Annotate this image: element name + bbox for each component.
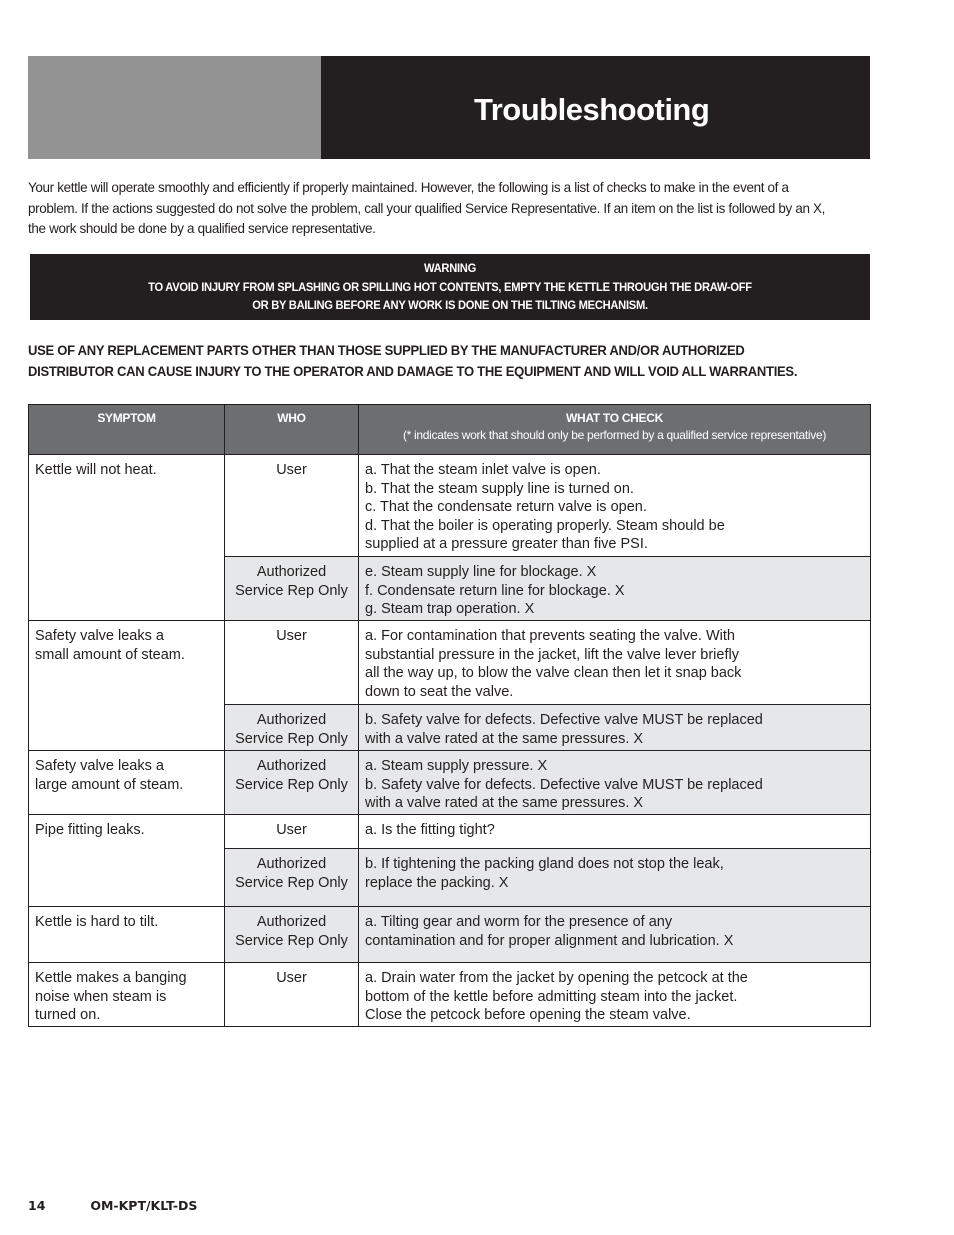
check-cell xyxy=(359,705,871,751)
check-text: b. Safety valve for defects. Defective valve MUST be replaced xyxy=(365,776,763,793)
symptom-text: Kettle is hard to tilt. xyxy=(35,914,159,930)
check-text: e. Steam supply line for blockage. X xyxy=(365,564,597,580)
symptom-text: noise when steam is xyxy=(35,988,167,1005)
who-text: Service Rep Only xyxy=(235,776,348,793)
who-text: Service Rep Only xyxy=(235,730,348,747)
check-text: bottom of the kettle before admitting steam into the jacket. xyxy=(365,988,738,1005)
check-text: supplied at a pressure greater than five PSI. xyxy=(365,536,648,553)
check-text: a. Steam supply pressure. X xyxy=(365,758,548,774)
check-text: d. That the boiler is operating properly. Steam should be xyxy=(365,517,725,534)
banner-dark-block xyxy=(321,56,870,159)
table-row xyxy=(29,963,871,1027)
check-text: a. Tilting gear and worm for the presence of any xyxy=(365,914,673,930)
title-banner xyxy=(28,56,870,159)
check-text: a. For contamination that prevents seating the valve. With xyxy=(365,628,735,644)
check-text: replace the packing. X xyxy=(365,874,509,891)
symptom-cell xyxy=(29,751,225,815)
intro-paragraph: Your kettle will operate smoothly and efficiently if properly maintained. However, the following is a list of checks to make in the event of a problem. If the actions suggested do not solve the problem, call your qualified Service Representative. If an item on the list is followed by an X, the work should be done by a qualified service representative. xyxy=(28,179,826,236)
symptom-cell xyxy=(29,963,225,1027)
table-row xyxy=(29,751,871,815)
check-cell xyxy=(359,815,871,849)
who-cell xyxy=(225,557,359,621)
symptom-text: turned on. xyxy=(35,1007,101,1024)
symptom-text: Safety valve leaks a xyxy=(35,628,164,644)
check-cell xyxy=(359,907,871,963)
table-header-row xyxy=(29,405,871,455)
symptom-text: Kettle will not heat. xyxy=(35,462,157,478)
who-text: Service Rep Only xyxy=(235,874,348,891)
symptom-text: large amount of steam. xyxy=(35,776,184,793)
check-text: Close the petcock before opening the steam valve. xyxy=(365,1007,691,1024)
who-cell xyxy=(225,815,359,849)
symptom-text: Pipe fitting leaks. xyxy=(35,822,145,838)
check-text: b. That the steam supply line is turned on. xyxy=(365,480,634,497)
check-cell xyxy=(359,455,871,557)
troubleshooting-table xyxy=(28,404,871,1027)
check-cell xyxy=(359,963,871,1027)
page-number: 14 xyxy=(28,1198,46,1213)
who-text: Authorized xyxy=(256,914,327,930)
replacement-parts-notice xyxy=(28,340,828,382)
table-body xyxy=(29,455,871,1027)
who-text: Authorized xyxy=(256,758,327,774)
document-id: OM-KPT/KLT-DS xyxy=(90,1198,198,1213)
banner-gray-block xyxy=(28,56,321,159)
header-who: WHO xyxy=(225,405,359,455)
check-text: a. Is the fitting tight? xyxy=(365,822,495,838)
check-text: a. That the steam inlet valve is open. xyxy=(365,462,601,478)
check-cell xyxy=(359,557,871,621)
who-text: User xyxy=(276,628,307,644)
page-footer xyxy=(28,1198,197,1213)
who-cell xyxy=(225,849,359,907)
check-cell xyxy=(359,849,871,907)
check-text: with a valve rated at the same pressures. X xyxy=(365,730,644,747)
who-text: User xyxy=(276,462,307,478)
who-cell xyxy=(225,621,359,705)
table-row xyxy=(29,907,871,963)
check-text: c. That the condensate return valve is open. xyxy=(365,499,647,516)
who-cell xyxy=(225,705,359,751)
page-title: Troubleshooting xyxy=(474,92,710,127)
check-text: a. Drain water from the jacket by opening the petcock at the xyxy=(365,970,748,986)
check-text: b. Safety valve for defects. Defective valve MUST be replaced xyxy=(365,712,763,728)
who-cell xyxy=(225,455,359,557)
check-text: b. If tightening the packing gland does not stop the leak, xyxy=(365,856,724,872)
symptom-cell xyxy=(29,815,225,907)
notice-line: DISTRIBUTOR CAN CAUSE INJURY TO THE OPERATOR AND DAMAGE TO THE EQUIPMENT AND WILL VOID ALL WARRANTIES. xyxy=(28,363,798,379)
who-cell xyxy=(225,963,359,1027)
who-text: Authorized xyxy=(256,712,327,728)
who-cell xyxy=(225,751,359,815)
check-text: with a valve rated at the same pressures. X xyxy=(365,795,644,812)
header-symptom: SYMPTOM xyxy=(29,405,225,455)
check-text: f. Condensate return line for blockage. X xyxy=(365,582,625,599)
check-text: all the way up, to blow the valve clean then let it snap back xyxy=(365,665,742,682)
symptom-text: Kettle makes a banging xyxy=(35,970,187,986)
notice-line: USE OF ANY REPLACEMENT PARTS OTHER THAN THOSE SUPPLIED BY THE MANUFACTURER AND/OR AUTHORIZED xyxy=(28,342,745,358)
who-text: Service Rep Only xyxy=(235,582,348,599)
symptom-cell xyxy=(29,455,225,621)
who-text: Service Rep Only xyxy=(235,932,348,949)
table-row xyxy=(29,815,871,849)
symptom-text: Safety valve leaks a xyxy=(35,758,164,774)
check-cell xyxy=(359,751,871,815)
warning-line: OR BY BAILING BEFORE ANY WORK IS DONE ON THE TILTING MECHANISM. xyxy=(252,298,648,312)
header-check-title: WHAT TO CHECK xyxy=(566,411,663,425)
who-text: Authorized xyxy=(256,564,327,580)
warning-line: TO AVOID INJURY FROM SPLASHING OR SPILLING HOT CONTENTS, EMPTY THE KETTLE THROUGH THE DRAW-OFF xyxy=(148,279,752,294)
symptom-cell xyxy=(29,621,225,751)
header-what-to-check xyxy=(359,405,871,455)
check-text: contamination and for proper alignment and lubrication. X xyxy=(365,932,734,949)
header-check-note: (* indicates work that should only be performed by a qualified service representative) xyxy=(402,428,827,442)
check-text: down to seat the valve. xyxy=(365,683,514,700)
warning-box xyxy=(30,254,870,320)
check-cell xyxy=(359,621,871,705)
table-row xyxy=(29,621,871,705)
check-text: substantial pressure in the jacket, lift the valve lever briefly xyxy=(365,646,739,663)
check-text: g. Steam trap operation. X xyxy=(365,601,535,618)
who-cell xyxy=(225,907,359,963)
who-text: Authorized xyxy=(256,856,327,872)
table-row xyxy=(29,455,871,557)
warning-title: WARNING xyxy=(424,261,476,275)
symptom-text: small amount of steam. xyxy=(35,646,185,663)
symptom-cell xyxy=(29,907,225,963)
who-text: User xyxy=(276,822,307,838)
who-text: User xyxy=(276,970,307,986)
